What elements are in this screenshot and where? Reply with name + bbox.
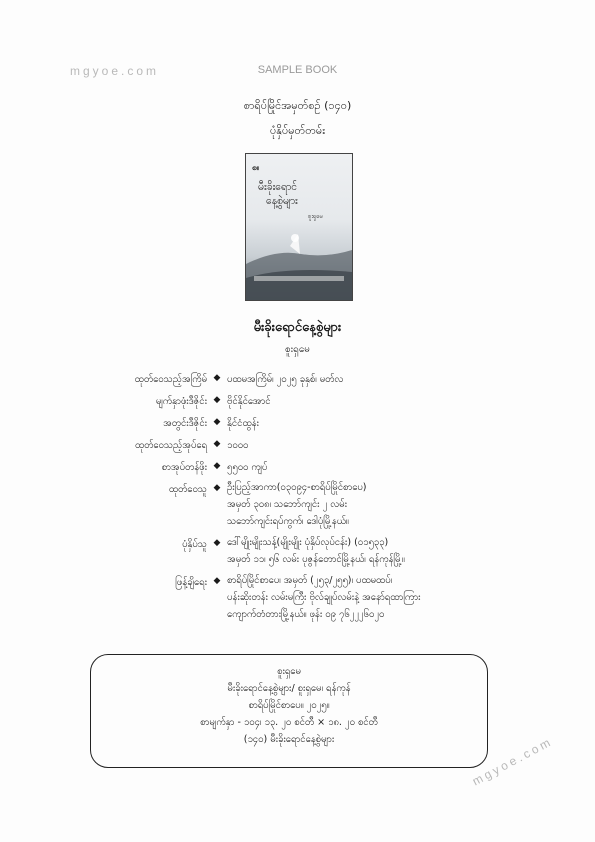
- detail-row-price: [120, 461, 520, 475]
- detail-row-publisher: [120, 483, 520, 530]
- detail-label: ပုံနှိပ်သူ: [182, 539, 207, 550]
- diamond-bullet-icon: ◆: [213, 461, 221, 471]
- detail-value: နိုင်ငံထွန်း: [227, 418, 259, 429]
- detail-value: [227, 479, 520, 530]
- print-record-heading: ပုံနှိပ်မှတ်တမ်း: [269, 124, 325, 137]
- detail-label: ဖြန့်ချိရေး: [175, 577, 207, 588]
- detail-row-inner-design: [120, 417, 520, 431]
- detail-value: ၅၅၀၀ ကျပ်: [227, 462, 268, 473]
- book-author: စူးရှမေ: [284, 344, 311, 355]
- detail-line: အမှတ် ၃၀၈၊ သဘော်ကျင်း ၂ လမ်း: [227, 499, 348, 510]
- book-title: မီးခိုးရောင်နေ့စွဲများ: [253, 320, 342, 335]
- detail-value: ၁၀၀၀: [227, 440, 249, 451]
- diamond-bullet-icon: ◆: [213, 417, 221, 427]
- detail-row-distribution: [120, 576, 520, 623]
- diamond-bullet-icon: ◆: [213, 395, 221, 405]
- cip-line: (၁၄၀) မီးခိုးရောင်နေ့စွဲများ: [243, 734, 335, 745]
- detail-line: စာရိပ်မြိုင်စာပေ၊ အမှတ် (၂၅၃/၂၅၅)၊ ပထမထပ်၊: [227, 575, 393, 586]
- diamond-bullet-icon: ◆: [213, 538, 221, 548]
- cataloguing-box: [90, 654, 488, 768]
- cover-title-line-2: နေ့စွဲများ: [266, 195, 298, 207]
- detail-label: ထုတ်ဝေသည့်အကြိမ်: [134, 374, 207, 385]
- detail-value: [227, 572, 520, 623]
- detail-label: မျက်နှာဖုံးဒီဇိုင်း: [155, 396, 207, 407]
- watermark-top: mgyoe.com: [70, 64, 160, 78]
- detail-label: ထုတ်ဝေသည့်အုပ်ရေ: [134, 440, 207, 451]
- detail-line: ကျောက်တံတားမြို့နယ်။ ဖုန်း ၀၉ ၇၆၂၂၂၆၀၂၀: [227, 609, 385, 620]
- detail-line: ဒေါ်မျိုးမျိုးသန့်(မျိုးမျိုး ပုံနှိပ်လုပ်ငန်း) (၀၁၅၃၃): [227, 537, 389, 548]
- detail-row-print-run: [120, 439, 520, 453]
- diamond-bullet-icon: ◆: [213, 483, 221, 493]
- cip-line: စာရိပ်မြိုင်စာပေ။ ၂၀၂၅။: [248, 700, 330, 711]
- cover-title-line-1: မီးခိုးရောင်: [258, 181, 298, 193]
- cover-art: [246, 154, 352, 300]
- watermark-bottom: mgyoe.com: [470, 734, 556, 789]
- cover-author: စူးရှမေ: [308, 213, 324, 220]
- detail-value: [227, 534, 520, 568]
- detail-value: ဗိုင်နိုင်အောင်: [227, 396, 271, 407]
- detail-line: ဦးပြည့်အာကာ(၀၃၀၉၄-စာရိပ်မြိုင်စာပေ): [227, 482, 367, 493]
- detail-line: အမှတ် ၁၁၊ ၅၆ လမ်း ပုဇွန်တောင်မြို့နယ်၊ ရန်ကုန်မြို့။: [227, 554, 405, 565]
- detail-row-edition: [120, 373, 520, 387]
- cip-line: စူးရှမေ: [277, 666, 301, 677]
- cip-line: စာမျက်နှာ - ၁၀၄၊ ၁၃. ၂၀ စင်တီ × ၁၈. ၂၀ စင်တီ: [200, 717, 378, 728]
- detail-label: အတွင်းဒီဇိုင်း: [163, 418, 207, 429]
- detail-row-printer: [120, 538, 520, 568]
- diamond-bullet-icon: ◆: [213, 439, 221, 449]
- book-cover-image: [245, 153, 353, 301]
- diamond-bullet-icon: ◆: [213, 373, 221, 383]
- detail-label: စာအုပ်တန်ဖိုး: [161, 462, 207, 473]
- publication-details: [120, 373, 520, 631]
- cip-line: မီးခိုးရောင်နေ့စွဲများ/ စူးရှမေ၊ ရန်ကုန်: [227, 683, 351, 694]
- cover-publisher-logo: စ။: [252, 163, 259, 172]
- series-number: စာရိပ်မြိုင်အမှတ်စဉ် (၁၄၀): [243, 99, 352, 112]
- detail-value: ပထမအကြိမ်၊ ၂၀၂၅ ခုနှစ်၊ မတ်လ: [227, 374, 344, 385]
- cover-title: [258, 180, 350, 208]
- sample-book-label: SAMPLE BOOK: [257, 64, 338, 76]
- detail-label: ထုတ်ဝေသူ: [168, 484, 207, 495]
- detail-line: ပန်းဆိုးတန်း လမ်းမကြီး ဗိုလ်ချုပ်လမ်းနဲ့ အနော်ရထာကြား: [227, 592, 421, 603]
- detail-line: သဘော်ကျင်းရပ်ကွက်၊ ဒေါပုံမြို့နယ်။: [227, 516, 349, 527]
- diamond-bullet-icon: ◆: [213, 576, 221, 586]
- detail-row-cover-design: [120, 395, 520, 409]
